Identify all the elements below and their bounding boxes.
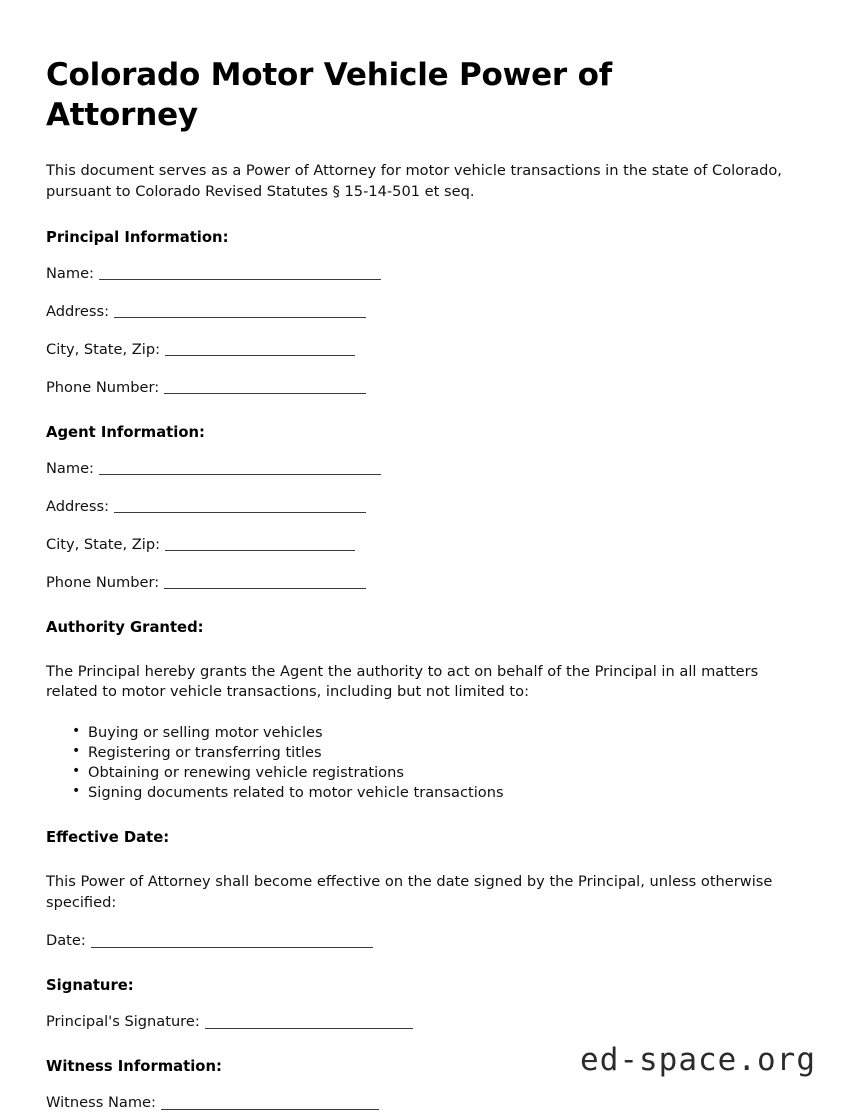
- field-label: Principal's Signature:: [46, 1013, 200, 1031]
- field-label: Name:: [46, 264, 94, 282]
- authority-list: [46, 703, 798, 803]
- list-item: • Registering or transferring titles: [46, 743, 798, 763]
- field-blank-input[interactable]: [165, 537, 355, 551]
- field-blank-input[interactable]: [165, 342, 355, 356]
- intro-paragraph: This document serves as a Power of Attorney for motor vehicle transactions in the state of Colorado, pursuant to Colorado Revised Statutes § 15-14-501 et seq.: [46, 162, 782, 201]
- section-heading-agent: Agent Information:: [46, 423, 205, 441]
- field-label: Address:: [46, 497, 110, 515]
- page-title: Colorado Motor Vehicle Power of Attorney: [46, 57, 612, 133]
- list-item: • Buying or selling motor vehicles: [46, 723, 798, 743]
- field-blank-input[interactable]: [164, 574, 366, 588]
- field-row-agent-city-state-zip: [46, 517, 798, 555]
- section-heading-authority-granted: Authority Granted:: [46, 618, 204, 636]
- field-label: Date:: [46, 932, 86, 950]
- field-label: Phone Number:: [46, 378, 160, 396]
- principal-fields: [46, 246, 798, 398]
- field-row-agent-address: [46, 479, 798, 517]
- field-blank-input[interactable]: [161, 1095, 379, 1109]
- field-row-principal-name: [46, 246, 798, 284]
- field-blank-input[interactable]: [91, 933, 373, 947]
- field-blank-input[interactable]: [99, 461, 381, 475]
- list-item: • Signing documents related to motor vehicle transactions: [46, 783, 798, 803]
- field-label: City, State, Zip:: [46, 535, 161, 553]
- field-blank-input[interactable]: [205, 1014, 413, 1028]
- field-row-witness-name: [46, 1075, 798, 1113]
- field-label: Phone Number:: [46, 573, 160, 591]
- watermark-text: ed-space.org: [580, 1042, 816, 1078]
- field-row-agent-phone: [46, 555, 798, 593]
- field-blank-input[interactable]: [114, 304, 366, 318]
- field-label: City, State, Zip:: [46, 340, 161, 358]
- field-label: Name:: [46, 459, 94, 477]
- field-row-principal-signature: [46, 994, 798, 1032]
- field-row-effective-date: [46, 913, 798, 951]
- section-heading-witness-information: Witness Information:: [46, 1058, 222, 1076]
- agent-fields: [46, 441, 798, 593]
- field-row-principal-city-state-zip: [46, 322, 798, 360]
- list-item: • Obtaining or renewing vehicle registrations: [46, 763, 798, 783]
- field-label: Witness Name:: [46, 1094, 156, 1112]
- field-row-principal-phone: [46, 360, 798, 398]
- field-blank-input[interactable]: [99, 266, 381, 280]
- field-label: Address:: [46, 302, 110, 320]
- section-heading-signature: Signature:: [46, 977, 134, 995]
- effective-date-paragraph: This Power of Attorney shall become effective on the date signed by the Principal, unless otherwise specified:: [46, 872, 773, 911]
- section-heading-principal: Principal Information:: [46, 228, 229, 246]
- field-row-agent-name: [46, 441, 798, 479]
- field-blank-input[interactable]: [114, 499, 366, 513]
- authority-paragraph: The Principal hereby grants the Agent the authority to act on behalf of the Principal in all matters related to motor vehicle transactions, including but not limited to:: [46, 662, 759, 701]
- section-heading-effective-date: Effective Date:: [46, 828, 170, 846]
- field-row-principal-address: [46, 284, 798, 322]
- field-blank-input[interactable]: [164, 380, 366, 394]
